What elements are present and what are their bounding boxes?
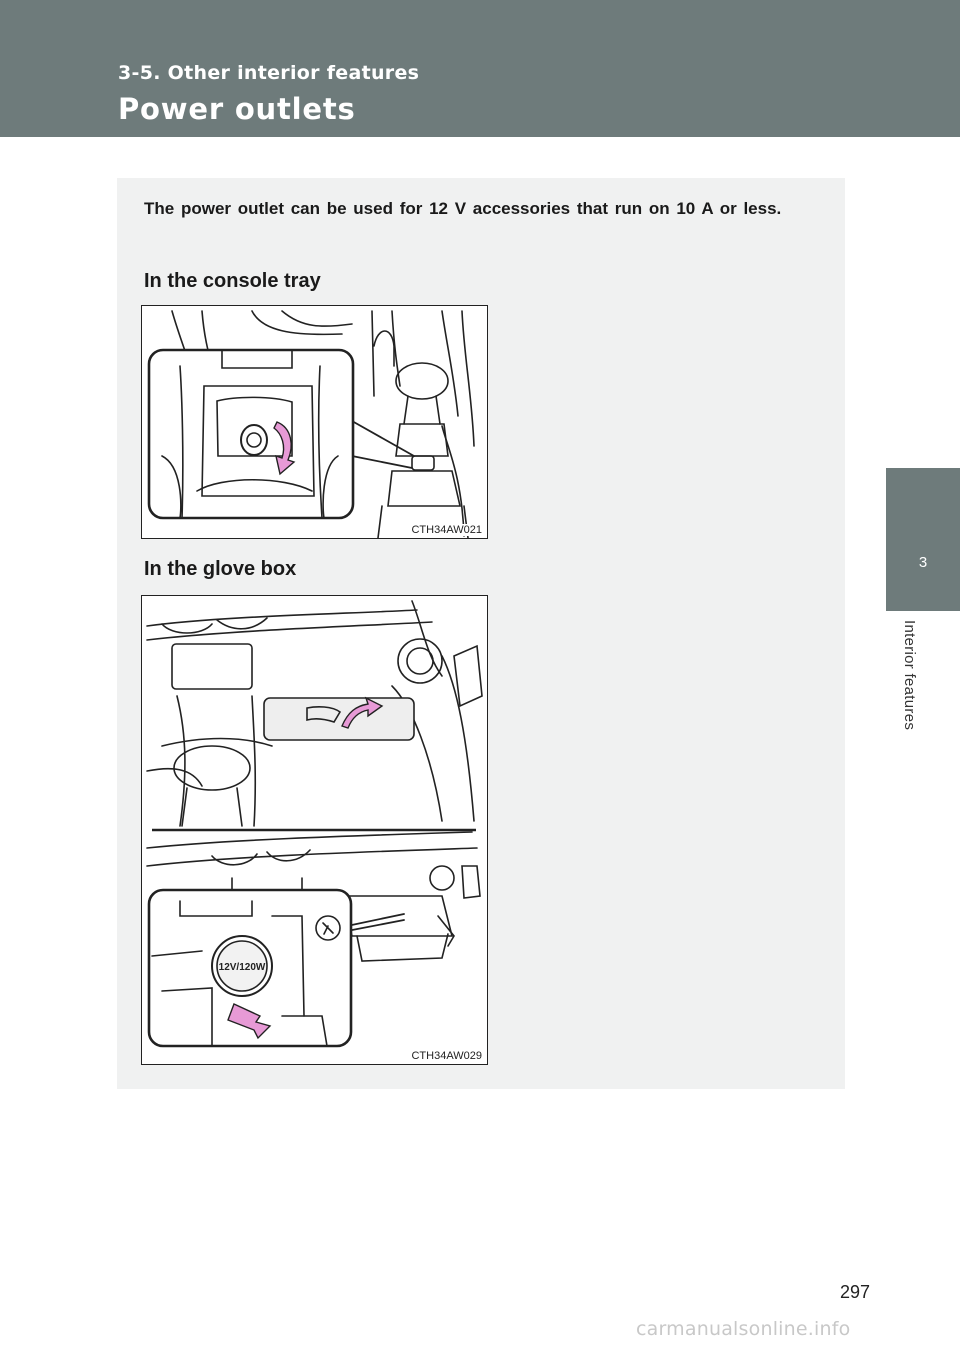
watermark: carmanualsonline.info [636, 1318, 851, 1340]
glove-box-illustration [142, 596, 487, 1064]
figure-code: CTH34AW029 [411, 1050, 482, 1062]
intro-text: The power outlet can be used for 12 V accessories that run on 10 A or less. [144, 199, 782, 218]
figure-code: CTH34AW021 [411, 524, 482, 536]
figure-glove-box [141, 595, 488, 1065]
heading-glove-box: In the glove box [144, 558, 297, 580]
chapter-number: 3 [918, 554, 928, 571]
socket-label: 12V/120W [218, 962, 266, 973]
content-panel [117, 178, 845, 1089]
chapter-tab [886, 468, 960, 611]
chapter-tab-label: Interior features [901, 620, 918, 731]
console-tray-illustration [142, 306, 487, 538]
chapter-header [0, 0, 960, 137]
page-title: Power outlets [118, 92, 356, 126]
section-label: 3-5. Other interior features [118, 62, 420, 84]
figure-console-tray [141, 305, 488, 539]
heading-console-tray: In the console tray [144, 270, 321, 292]
page-number: 297 [840, 1282, 871, 1302]
